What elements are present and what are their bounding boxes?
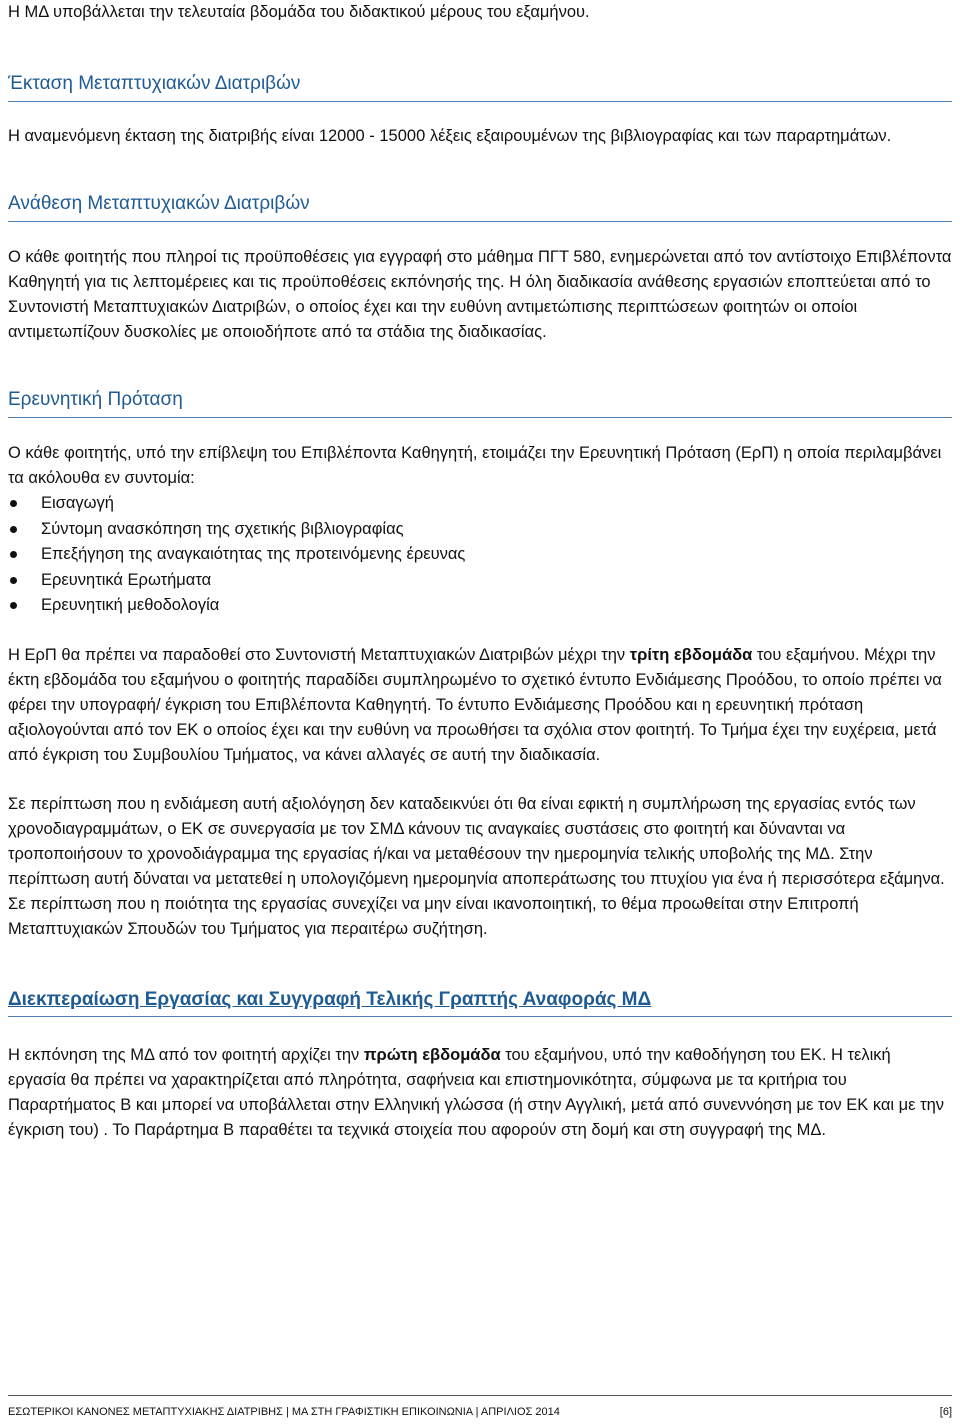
list-item: Ερευνητική μεθοδολογία — [8, 593, 952, 619]
bullet-icon — [10, 551, 17, 558]
paragraph-proposal-deadline: Η ΕρΠ θα πρέπει να παραδοθεί στο Συντονιστή Μεταπτυχιακών Διατριβών μέχρι την τρίτη εβδομάδα του εξαμήνου. Μέχρι την έκτη εβδομάδα του εξαμήνου ο φοιτητής παραδίδει συμπληρωμένο το σχετικό έντυπο Ενδιάμεσης Προόδου, το οποίο πρέπει να φέρει την υπογραφή/ έγκριση του Επιβλέποντα Καθηγητή. Το έντυπο Ενδιάμεσης Προόδου και η ερευνητική πρόταση αξιολογούνται από τον ΕΚ ο οποίος έχει και την ευθύνη να προωθήσει τα σχόλια στον φοιτητή. Το Τμήμα έχει την ευχέρεια, μετά από έγκριση του Συμβουλίου Τμήματος, να κάνει αλλαγές σε αυτή την διαδικασία. — [8, 645, 942, 764]
bullet-icon — [10, 500, 17, 507]
start-emphasis: πρώτη εβδομάδα — [363, 1045, 501, 1064]
list-item: Σύντομη ανασκόπηση της σχετικής βιβλιογραφίας — [8, 517, 952, 543]
document-page — [8, 0, 952, 1143]
heading-thesis-length: Έκταση Μεταπτυχιακών Διατριβών — [8, 71, 952, 102]
list-item: Ερευνητικά Ερωτήματα — [8, 568, 952, 594]
list-item: Επεξήγηση της αναγκαιότητας της προτεινόμενης έρευνας — [8, 542, 952, 568]
list-item: Εισαγωγή — [8, 491, 952, 517]
footer-text: ΕΣΩΤΕΡΙΚΟΙ ΚΑΝΟΝΕΣ ΜΕΤΑΠΤΥΧΙΑΚΗΣ ΔΙΑΤΡΙΒΗΣ | ΜΑ ΣΤΗ ΓΡΑΦΙΣΤΙΚΗ ΕΠΙΚΟΙΝΩΝΙΑ | ΑΠΡΙΛΙΟΣ 2014 — [8, 1406, 560, 1418]
paragraph-proposal-intro: Ο κάθε φοιτητής, υπό την επίβλεψη του Επιβλέποντα Καθηγητή, ετοιμάζει την Ερευνητική Πρόταση (ΕρΠ) η οποία περιλαμβάνει τα ακόλουθα εν συντομία: — [8, 444, 942, 487]
heading-final-report: Διεκπεραίωση Εργασίας και Συγγραφή Τελικής Γραπτής Αναφοράς ΜΔ — [8, 988, 652, 1010]
paragraph-interim-evaluation: Σε περίπτωση που η ενδιάμεση αυτή αξιολόγηση δεν καταδεικνύει ότι θα είναι εφικτή η συμπλήρωση της εργασίας εντός των χρονοδιαγραμμάτων, ο ΕΚ σε συνεργασία με τον ΣΜΔ κάνουν τις αναγκαίες συστάσεις στο φοιτητή και δύνανται να τροποποιήσουν το χρονοδιάγραμμα της εργασίας ή/και να μεταθέσουν την ημερομηνία τελικής υποβολής της ΜΔ. Στην περίπτωση αυτή δύναται να μετατεθεί η υπολογιζόμενη ημερομηνία αποπεράτωσης του πτυχίου για ένα ή περισσότερα εξάμηνα. Σε περίπτωση που η ποιότητα της εργασίας συνεχίζει να μην είναι ικανοποιητική, το θέμα προωθείται στην Επιτροπή Μεταπτυχιακών Σπουδών του Τμήματος για περαιτέρω συζήτηση. — [8, 794, 945, 938]
heading-rule — [8, 1016, 952, 1017]
proposal-contents-list — [8, 491, 952, 619]
page-footer — [8, 1395, 952, 1418]
paragraph-final-report: Η εκπόνηση της ΜΔ από τον φοιτητή αρχίζει την πρώτη εβδομάδα του εξαμήνου, υπό την καθοδήγηση του ΕΚ. Η τελική εργασία θα πρέπει να χαρακτηρίζεται από πληρότητα, σαφήνεια και επιστημονικότητα, σύμφωνα με τα κριτήρια του Παραρτήματος Β και μπορεί να υποβάλλεται στην Ελληνική γλώσσα (ή στην Αγγλική, μετά από συνεννόηση με τον ΕΚ και με την έγκριση του) . Το Παράρτημα Β παραθέτει τα τεχνικά στοιχεία που αφορούν στη δομή και στη συγγραφή της ΜΔ. — [8, 1045, 945, 1139]
paragraph-thesis-assignment: Ο κάθε φοιτητής που πληροί τις προϋποθέσεις για εγγραφή στο μάθημα ΠΓΤ 580, ενημερώνεται από τον αντίστοιχο Επιβλέποντα Καθηγητή για τις λεπτομέρειες και τις προϋποθέσεις εκπόνησής της. Η όλη διαδικασία ανάθεσης εργασιών εποπτεύεται από το Συντονιστή Μεταπτυχιακών Διατριβών, ο οποίος έχει και την ευθύνη αντιμετώπισης περιπτώσεων φοιτητών οι οποίοι αντιμετωπίζουν δυσκολίες με οποιοδήποτε από τα στάδια της διαδικασίας. — [8, 248, 952, 341]
deadline-emphasis: τρίτη εβδομάδα — [629, 645, 753, 664]
intro-line: Η ΜΔ υποβάλλεται την τελευταία βδομάδα του διδακτικού μέρους του εξαμήνου. — [8, 3, 590, 21]
page-number: [6] — [939, 1406, 952, 1418]
paragraph-thesis-length: Η αναμενόμενη έκταση της διατριβής είναι 12000 - 15000 λέξεις εξαιρουμένων της βιβλιογραφίας και των παραρτημάτων. — [8, 127, 892, 145]
bullet-icon — [10, 602, 17, 609]
bullet-icon — [10, 526, 17, 533]
bullet-icon — [10, 577, 17, 584]
heading-research-proposal: Ερευνητική Πρόταση — [8, 387, 952, 418]
heading-thesis-assignment: Ανάθεση Μεταπτυχιακών Διατριβών — [8, 191, 952, 222]
